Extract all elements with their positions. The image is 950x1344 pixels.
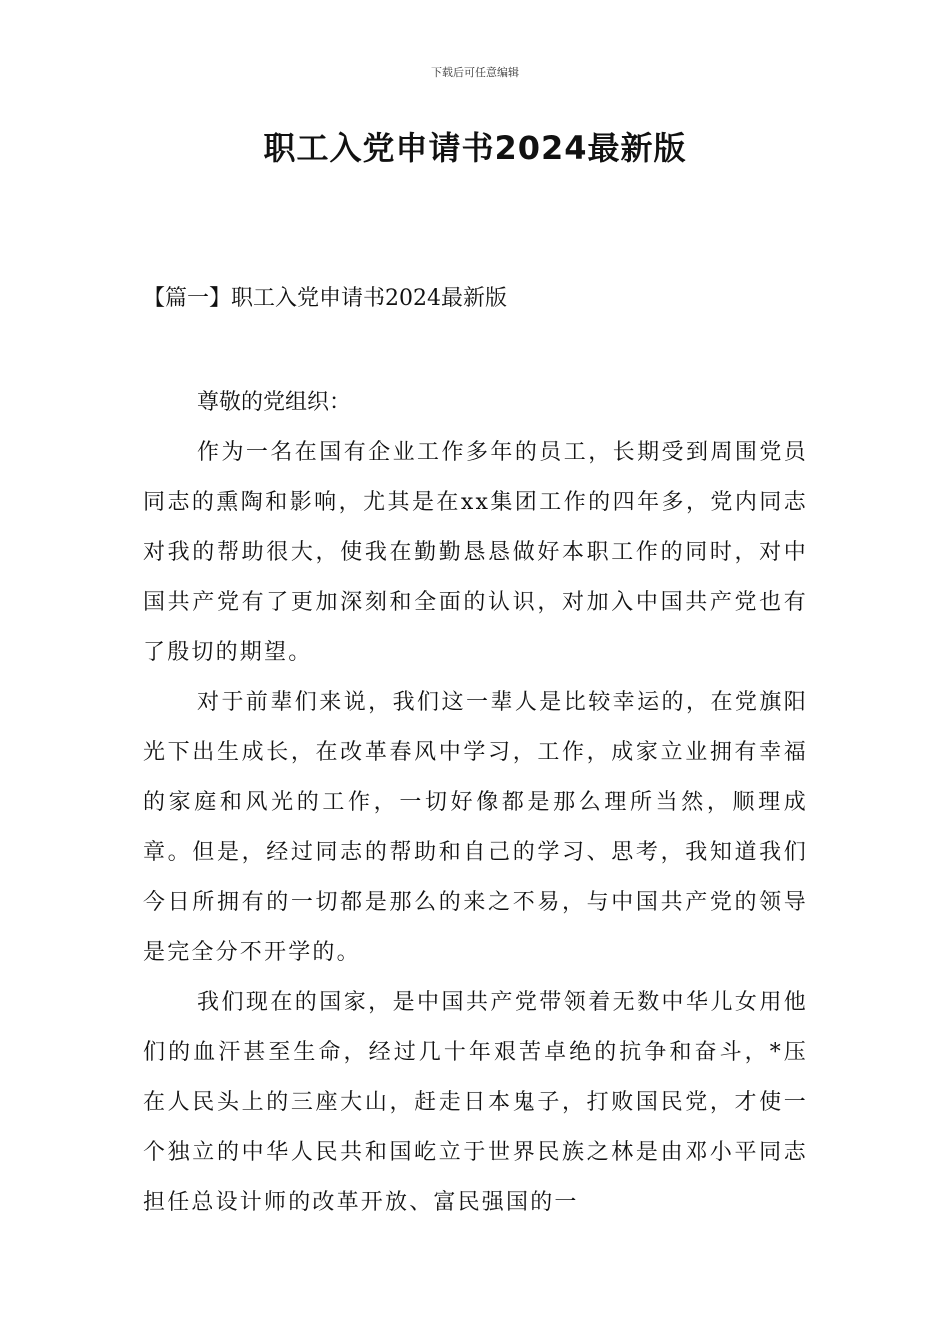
body-paragraph-1: 作为一名在国有企业工作多年的员工，长期受到周围党员同志的熏陶和影响，尤其是在xx集团工作的四年多，党内同志对我的帮助很大，使我在勤勤恳恳做好本职工作的同时，对中国共产党有了更加深刻和全面的认识，对加入中国共产党也有了殷切的期望。: [143, 440, 808, 665]
salutation: 尊敬的党组织：: [197, 390, 352, 415]
document-body: [143, 378, 808, 1228]
section-heading: 【篇一】职工入党申请书2024最新版: [143, 286, 507, 311]
body-paragraph-3: 我们现在的国家，是中国共产党带领着无数中华儿女用他们的血汗甚至生命，经过几十年艰苦卓绝的抗争和奋斗，*压在人民头上的三座大山，赶走日本鬼子，打败国民党，才使一个独立的中华人民共和国屹立于世界民族之林是由邓小平同志担任总设计师的改革开放、富民强国的一: [143, 990, 808, 1215]
document-title: 职工入党申请书2024最新版: [263, 129, 687, 167]
page-header-note: 下载后可任意编辑: [431, 66, 519, 79]
body-paragraph-2: 对于前辈们来说，我们这一辈人是比较幸运的，在党旗阳光下出生成长，在改革春风中学习，工作，成家立业拥有幸福的家庭和风光的工作，一切好像都是那么理所当然，顺理成章。但是，经过同志的帮助和自己的学习、思考，我知道我们今日所拥有的一切都是那么的来之不易，与中国共产党的领导是完全分不开学的。: [143, 690, 808, 965]
